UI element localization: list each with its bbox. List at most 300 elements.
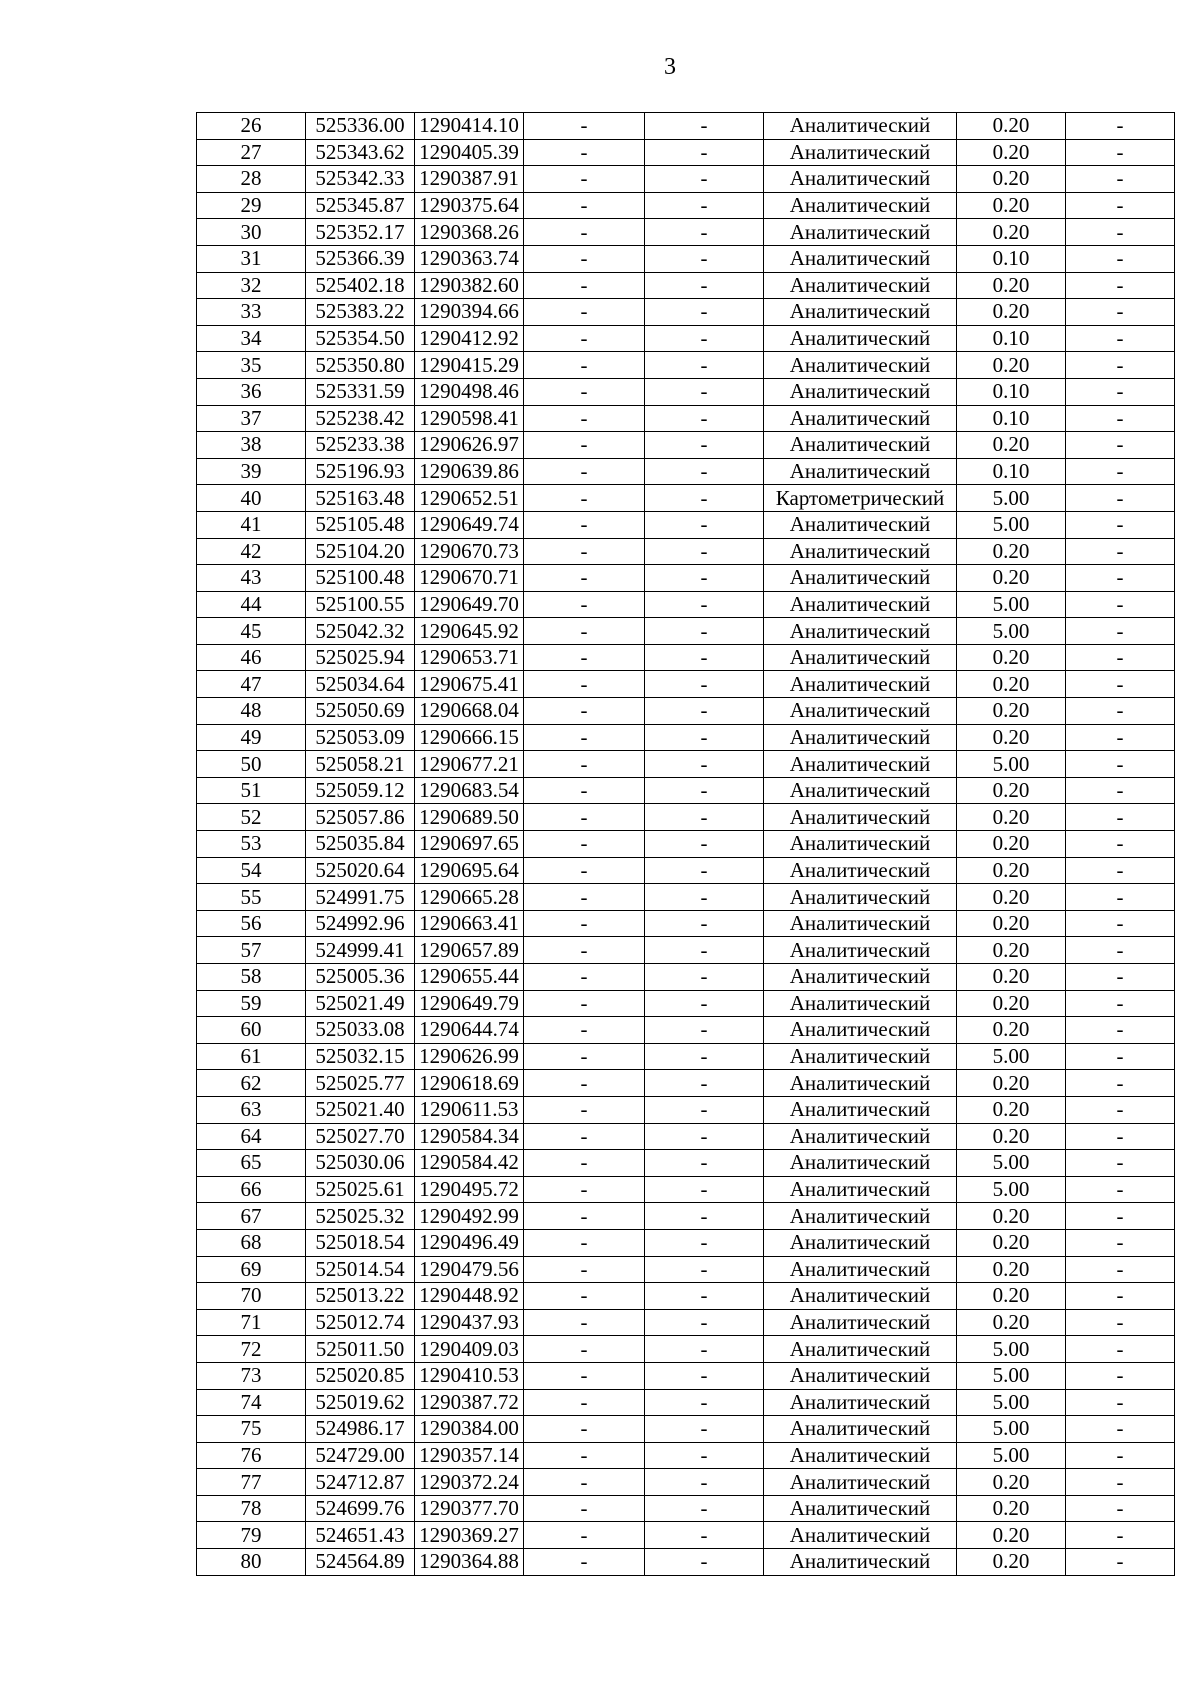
method-cell: Аналитический (764, 1336, 957, 1363)
point-number-cell: 29 (197, 192, 306, 219)
precision-cell: 5.00 (957, 1150, 1066, 1177)
precision-cell: 5.00 (957, 1389, 1066, 1416)
point-number-cell: 68 (197, 1229, 306, 1256)
empty-cell-b: - (645, 1256, 764, 1283)
y-coordinate-cell: 1290492.99 (415, 1203, 524, 1230)
precision-cell: 0.20 (957, 857, 1066, 884)
method-cell: Аналитический (764, 113, 957, 140)
empty-cell-c: - (1066, 458, 1175, 485)
point-number-cell: 27 (197, 139, 306, 166)
y-coordinate-cell: 1290495.72 (415, 1176, 524, 1203)
method-cell: Аналитический (764, 565, 957, 592)
empty-cell-a: - (524, 644, 645, 671)
empty-cell-a: - (524, 1389, 645, 1416)
x-coordinate-cell: 524986.17 (306, 1416, 415, 1443)
table-row (197, 1070, 1175, 1097)
point-number-cell: 65 (197, 1150, 306, 1177)
table-row (197, 1256, 1175, 1283)
y-coordinate-cell: 1290665.28 (415, 884, 524, 911)
point-number-cell: 54 (197, 857, 306, 884)
point-number-cell: 37 (197, 405, 306, 432)
method-cell: Аналитический (764, 405, 957, 432)
empty-cell-a: - (524, 1283, 645, 1310)
empty-cell-b: - (645, 1309, 764, 1336)
precision-cell: 5.00 (957, 1176, 1066, 1203)
x-coordinate-cell: 525366.39 (306, 245, 415, 272)
x-coordinate-cell: 524991.75 (306, 884, 415, 911)
empty-cell-b: - (645, 352, 764, 379)
x-coordinate-cell: 525021.49 (306, 990, 415, 1017)
empty-cell-a: - (524, 1522, 645, 1549)
precision-cell: 0.20 (957, 831, 1066, 858)
point-number-cell: 41 (197, 511, 306, 538)
y-coordinate-cell: 1290666.15 (415, 724, 524, 751)
empty-cell-b: - (645, 1017, 764, 1044)
precision-cell: 0.20 (957, 937, 1066, 964)
y-coordinate-cell: 1290387.91 (415, 166, 524, 193)
empty-cell-b: - (645, 299, 764, 326)
empty-cell-c: - (1066, 884, 1175, 911)
empty-cell-b: - (645, 1070, 764, 1097)
empty-cell-b: - (645, 432, 764, 459)
precision-cell: 0.20 (957, 192, 1066, 219)
empty-cell-a: - (524, 1150, 645, 1177)
table-row (197, 1469, 1175, 1496)
empty-cell-a: - (524, 1256, 645, 1283)
point-number-cell: 44 (197, 591, 306, 618)
empty-cell-c: - (1066, 219, 1175, 246)
empty-cell-c: - (1066, 644, 1175, 671)
point-number-cell: 36 (197, 378, 306, 405)
point-number-cell: 56 (197, 910, 306, 937)
empty-cell-b: - (645, 1336, 764, 1363)
y-coordinate-cell: 1290675.41 (415, 671, 524, 698)
precision-cell: 0.20 (957, 1309, 1066, 1336)
table-row (197, 1389, 1175, 1416)
empty-cell-b: - (645, 1442, 764, 1469)
point-number-cell: 51 (197, 777, 306, 804)
empty-cell-b: - (645, 990, 764, 1017)
x-coordinate-cell: 525331.59 (306, 378, 415, 405)
empty-cell-a: - (524, 1362, 645, 1389)
precision-cell: 5.00 (957, 1043, 1066, 1070)
empty-cell-a: - (524, 1070, 645, 1097)
table-row (197, 1043, 1175, 1070)
x-coordinate-cell: 525030.06 (306, 1150, 415, 1177)
table-row (197, 910, 1175, 937)
precision-cell: 0.20 (957, 113, 1066, 140)
y-coordinate-cell: 1290377.70 (415, 1495, 524, 1522)
table-row (197, 1362, 1175, 1389)
precision-cell: 0.20 (957, 1229, 1066, 1256)
x-coordinate-cell: 525104.20 (306, 538, 415, 565)
empty-cell-c: - (1066, 804, 1175, 831)
method-cell: Аналитический (764, 671, 957, 698)
x-coordinate-cell: 525014.54 (306, 1256, 415, 1283)
table-row (197, 139, 1175, 166)
empty-cell-b: - (645, 1389, 764, 1416)
method-cell: Аналитический (764, 1495, 957, 1522)
x-coordinate-cell: 525163.48 (306, 485, 415, 512)
point-number-cell: 28 (197, 166, 306, 193)
empty-cell-c: - (1066, 432, 1175, 459)
point-number-cell: 79 (197, 1522, 306, 1549)
method-cell: Аналитический (764, 378, 957, 405)
x-coordinate-cell: 525345.87 (306, 192, 415, 219)
x-coordinate-cell: 525336.00 (306, 113, 415, 140)
empty-cell-c: - (1066, 245, 1175, 272)
empty-cell-a: - (524, 245, 645, 272)
y-coordinate-cell: 1290437.93 (415, 1309, 524, 1336)
empty-cell-b: - (645, 1043, 764, 1070)
x-coordinate-cell: 525059.12 (306, 777, 415, 804)
table-row (197, 751, 1175, 778)
precision-cell: 0.10 (957, 325, 1066, 352)
x-coordinate-cell: 524699.76 (306, 1495, 415, 1522)
y-coordinate-cell: 1290697.65 (415, 831, 524, 858)
table-row (197, 831, 1175, 858)
y-coordinate-cell: 1290382.60 (415, 272, 524, 299)
empty-cell-a: - (524, 1442, 645, 1469)
empty-cell-a: - (524, 857, 645, 884)
empty-cell-c: - (1066, 139, 1175, 166)
method-cell: Аналитический (764, 884, 957, 911)
y-coordinate-cell: 1290394.66 (415, 299, 524, 326)
empty-cell-c: - (1066, 1229, 1175, 1256)
y-coordinate-cell: 1290498.46 (415, 378, 524, 405)
y-coordinate-cell: 1290387.72 (415, 1389, 524, 1416)
method-cell: Аналитический (764, 1123, 957, 1150)
empty-cell-c: - (1066, 1256, 1175, 1283)
y-coordinate-cell: 1290677.21 (415, 751, 524, 778)
empty-cell-a: - (524, 1123, 645, 1150)
empty-cell-a: - (524, 1469, 645, 1496)
point-number-cell: 77 (197, 1469, 306, 1496)
x-coordinate-cell: 525021.40 (306, 1096, 415, 1123)
empty-cell-c: - (1066, 1495, 1175, 1522)
precision-cell: 0.20 (957, 964, 1066, 991)
table-row (197, 724, 1175, 751)
empty-cell-b: - (645, 1416, 764, 1443)
precision-cell: 0.20 (957, 1549, 1066, 1576)
point-number-cell: 58 (197, 964, 306, 991)
precision-cell: 0.20 (957, 1469, 1066, 1496)
x-coordinate-cell: 525018.54 (306, 1229, 415, 1256)
method-cell: Аналитический (764, 990, 957, 1017)
x-coordinate-cell: 525019.62 (306, 1389, 415, 1416)
table-row (197, 113, 1175, 140)
method-cell: Аналитический (764, 1283, 957, 1310)
point-number-cell: 49 (197, 724, 306, 751)
precision-cell: 0.20 (957, 671, 1066, 698)
precision-cell: 5.00 (957, 618, 1066, 645)
point-number-cell: 47 (197, 671, 306, 698)
precision-cell: 0.20 (957, 1123, 1066, 1150)
point-number-cell: 64 (197, 1123, 306, 1150)
empty-cell-b: - (645, 1362, 764, 1389)
empty-cell-c: - (1066, 378, 1175, 405)
method-cell: Аналитический (764, 272, 957, 299)
x-coordinate-cell: 525050.69 (306, 698, 415, 725)
x-coordinate-cell: 525025.61 (306, 1176, 415, 1203)
empty-cell-b: - (645, 1176, 764, 1203)
empty-cell-a: - (524, 618, 645, 645)
precision-cell: 5.00 (957, 751, 1066, 778)
empty-cell-a: - (524, 884, 645, 911)
empty-cell-c: - (1066, 777, 1175, 804)
point-number-cell: 67 (197, 1203, 306, 1230)
empty-cell-c: - (1066, 511, 1175, 538)
x-coordinate-cell: 525100.55 (306, 591, 415, 618)
method-cell: Аналитический (764, 698, 957, 725)
empty-cell-b: - (645, 139, 764, 166)
precision-cell: 0.20 (957, 166, 1066, 193)
method-cell: Аналитический (764, 1017, 957, 1044)
point-number-cell: 72 (197, 1336, 306, 1363)
method-cell: Аналитический (764, 219, 957, 246)
empty-cell-a: - (524, 1176, 645, 1203)
empty-cell-b: - (645, 698, 764, 725)
precision-cell: 5.00 (957, 591, 1066, 618)
method-cell: Аналитический (764, 352, 957, 379)
x-coordinate-cell: 525011.50 (306, 1336, 415, 1363)
x-coordinate-cell: 525027.70 (306, 1123, 415, 1150)
table-row (197, 405, 1175, 432)
y-coordinate-cell: 1290683.54 (415, 777, 524, 804)
y-coordinate-cell: 1290657.89 (415, 937, 524, 964)
method-cell: Аналитический (764, 299, 957, 326)
x-coordinate-cell: 525053.09 (306, 724, 415, 751)
point-number-cell: 59 (197, 990, 306, 1017)
empty-cell-a: - (524, 1017, 645, 1044)
method-cell: Картометрический (764, 485, 957, 512)
x-coordinate-cell: 525032.15 (306, 1043, 415, 1070)
point-number-cell: 35 (197, 352, 306, 379)
x-coordinate-cell: 525020.64 (306, 857, 415, 884)
table-row (197, 857, 1175, 884)
y-coordinate-cell: 1290689.50 (415, 804, 524, 831)
precision-cell: 0.10 (957, 245, 1066, 272)
empty-cell-b: - (645, 565, 764, 592)
table-row (197, 1309, 1175, 1336)
precision-cell: 0.10 (957, 378, 1066, 405)
empty-cell-b: - (645, 964, 764, 991)
y-coordinate-cell: 1290649.79 (415, 990, 524, 1017)
empty-cell-c: - (1066, 964, 1175, 991)
x-coordinate-cell: 525352.17 (306, 219, 415, 246)
empty-cell-a: - (524, 378, 645, 405)
point-number-cell: 70 (197, 1283, 306, 1310)
precision-cell: 5.00 (957, 1336, 1066, 1363)
table-row (197, 1203, 1175, 1230)
table-row (197, 565, 1175, 592)
precision-cell: 0.20 (957, 884, 1066, 911)
empty-cell-b: - (645, 1229, 764, 1256)
table-row (197, 245, 1175, 272)
y-coordinate-cell: 1290369.27 (415, 1522, 524, 1549)
empty-cell-a: - (524, 910, 645, 937)
y-coordinate-cell: 1290649.70 (415, 591, 524, 618)
precision-cell: 0.20 (957, 538, 1066, 565)
point-number-cell: 60 (197, 1017, 306, 1044)
method-cell: Аналитический (764, 325, 957, 352)
empty-cell-a: - (524, 432, 645, 459)
table-row (197, 591, 1175, 618)
table-row (197, 644, 1175, 671)
x-coordinate-cell: 525012.74 (306, 1309, 415, 1336)
table-row (197, 299, 1175, 326)
empty-cell-c: - (1066, 299, 1175, 326)
point-number-cell: 69 (197, 1256, 306, 1283)
method-cell: Аналитический (764, 618, 957, 645)
empty-cell-a: - (524, 565, 645, 592)
empty-cell-c: - (1066, 1416, 1175, 1443)
point-number-cell: 53 (197, 831, 306, 858)
table-row (197, 325, 1175, 352)
y-coordinate-cell: 1290668.04 (415, 698, 524, 725)
empty-cell-c: - (1066, 405, 1175, 432)
precision-cell: 0.20 (957, 432, 1066, 459)
empty-cell-b: - (645, 1549, 764, 1576)
x-coordinate-cell: 525354.50 (306, 325, 415, 352)
point-number-cell: 31 (197, 245, 306, 272)
empty-cell-a: - (524, 538, 645, 565)
point-number-cell: 75 (197, 1416, 306, 1443)
point-number-cell: 61 (197, 1043, 306, 1070)
precision-cell: 0.20 (957, 804, 1066, 831)
empty-cell-a: - (524, 777, 645, 804)
point-number-cell: 26 (197, 113, 306, 140)
method-cell: Аналитический (764, 511, 957, 538)
y-coordinate-cell: 1290618.69 (415, 1070, 524, 1097)
table-row (197, 1522, 1175, 1549)
x-coordinate-cell: 525025.32 (306, 1203, 415, 1230)
empty-cell-c: - (1066, 671, 1175, 698)
precision-cell: 5.00 (957, 485, 1066, 512)
empty-cell-b: - (645, 910, 764, 937)
table-row (197, 937, 1175, 964)
empty-cell-a: - (524, 1096, 645, 1123)
empty-cell-a: - (524, 804, 645, 831)
empty-cell-a: - (524, 1336, 645, 1363)
empty-cell-a: - (524, 192, 645, 219)
y-coordinate-cell: 1290653.71 (415, 644, 524, 671)
empty-cell-c: - (1066, 1096, 1175, 1123)
x-coordinate-cell: 525238.42 (306, 405, 415, 432)
empty-cell-c: - (1066, 618, 1175, 645)
precision-cell: 0.20 (957, 1495, 1066, 1522)
empty-cell-a: - (524, 1229, 645, 1256)
empty-cell-c: - (1066, 538, 1175, 565)
empty-cell-b: - (645, 857, 764, 884)
method-cell: Аналитический (764, 166, 957, 193)
empty-cell-c: - (1066, 1469, 1175, 1496)
table-row (197, 1549, 1175, 1576)
y-coordinate-cell: 1290405.39 (415, 139, 524, 166)
precision-cell: 5.00 (957, 1416, 1066, 1443)
empty-cell-a: - (524, 751, 645, 778)
empty-cell-a: - (524, 1416, 645, 1443)
empty-cell-b: - (645, 166, 764, 193)
empty-cell-b: - (645, 1096, 764, 1123)
precision-cell: 0.20 (957, 1096, 1066, 1123)
precision-cell: 0.10 (957, 405, 1066, 432)
y-coordinate-cell: 1290663.41 (415, 910, 524, 937)
table-row (197, 485, 1175, 512)
empty-cell-b: - (645, 405, 764, 432)
x-coordinate-cell: 525013.22 (306, 1283, 415, 1310)
empty-cell-b: - (645, 1150, 764, 1177)
table-row (197, 458, 1175, 485)
empty-cell-a: - (524, 671, 645, 698)
empty-cell-c: - (1066, 698, 1175, 725)
point-number-cell: 78 (197, 1495, 306, 1522)
empty-cell-b: - (645, 1203, 764, 1230)
empty-cell-b: - (645, 219, 764, 246)
method-cell: Аналитический (764, 1389, 957, 1416)
method-cell: Аналитический (764, 724, 957, 751)
precision-cell: 0.20 (957, 910, 1066, 937)
method-cell: Аналитический (764, 1150, 957, 1177)
empty-cell-c: - (1066, 910, 1175, 937)
method-cell: Аналитический (764, 937, 957, 964)
table-row (197, 1442, 1175, 1469)
x-coordinate-cell: 525042.32 (306, 618, 415, 645)
precision-cell: 0.20 (957, 698, 1066, 725)
empty-cell-a: - (524, 299, 645, 326)
method-cell: Аналитический (764, 1229, 957, 1256)
point-number-cell: 39 (197, 458, 306, 485)
empty-cell-b: - (645, 804, 764, 831)
y-coordinate-cell: 1290363.74 (415, 245, 524, 272)
empty-cell-b: - (645, 1495, 764, 1522)
method-cell: Аналитический (764, 831, 957, 858)
empty-cell-c: - (1066, 192, 1175, 219)
method-cell: Аналитический (764, 245, 957, 272)
precision-cell: 0.20 (957, 777, 1066, 804)
empty-cell-c: - (1066, 1549, 1175, 1576)
table-row (197, 777, 1175, 804)
method-cell: Аналитический (764, 139, 957, 166)
method-cell: Аналитический (764, 1096, 957, 1123)
empty-cell-b: - (645, 884, 764, 911)
y-coordinate-cell: 1290364.88 (415, 1549, 524, 1576)
precision-cell: 0.20 (957, 1283, 1066, 1310)
y-coordinate-cell: 1290626.97 (415, 432, 524, 459)
empty-cell-a: - (524, 937, 645, 964)
y-coordinate-cell: 1290414.10 (415, 113, 524, 140)
x-coordinate-cell: 525035.84 (306, 831, 415, 858)
table-row (197, 432, 1175, 459)
table-row (197, 1229, 1175, 1256)
empty-cell-c: - (1066, 565, 1175, 592)
table-row (197, 964, 1175, 991)
empty-cell-a: - (524, 1549, 645, 1576)
empty-cell-c: - (1066, 751, 1175, 778)
empty-cell-c: - (1066, 1442, 1175, 1469)
method-cell: Аналитический (764, 1362, 957, 1389)
empty-cell-c: - (1066, 857, 1175, 884)
x-coordinate-cell: 525033.08 (306, 1017, 415, 1044)
table-row (197, 1416, 1175, 1443)
x-coordinate-cell: 525196.93 (306, 458, 415, 485)
empty-cell-c: - (1066, 325, 1175, 352)
empty-cell-c: - (1066, 1176, 1175, 1203)
empty-cell-a: - (524, 458, 645, 485)
empty-cell-a: - (524, 219, 645, 246)
y-coordinate-cell: 1290598.41 (415, 405, 524, 432)
point-number-cell: 45 (197, 618, 306, 645)
